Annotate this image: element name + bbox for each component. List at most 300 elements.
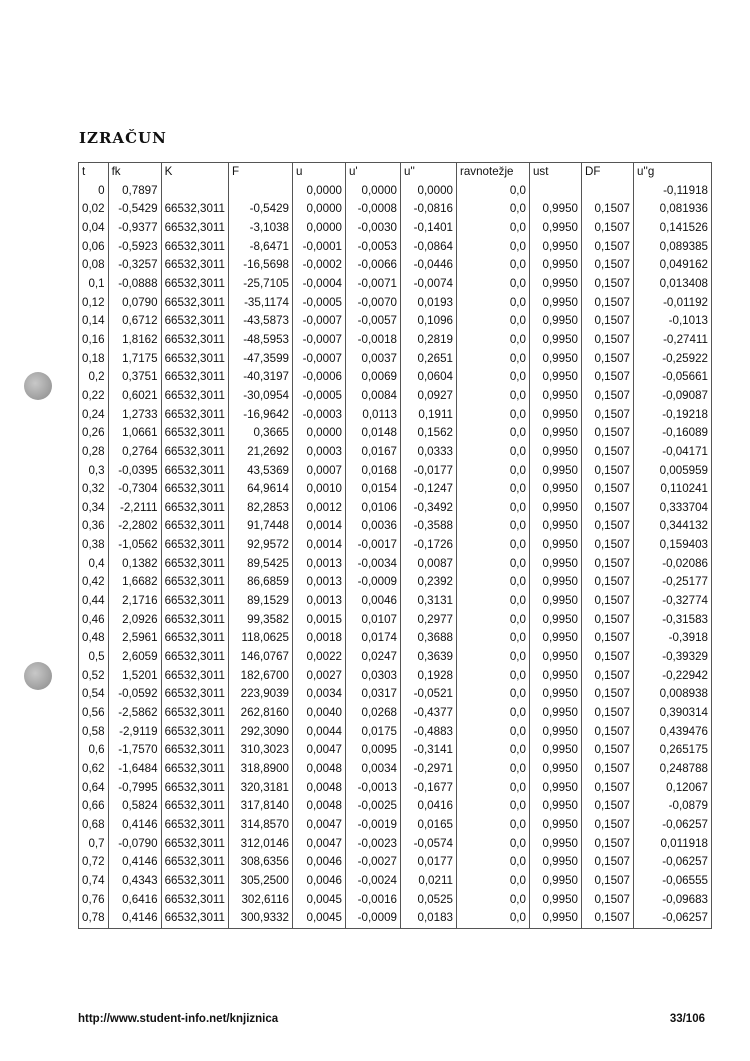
table-cell: 89,1529 (228, 592, 292, 611)
table-cell: 0,1507 (581, 499, 633, 518)
table-cell: 0,28 (79, 443, 109, 462)
table-row (79, 816, 712, 835)
table-cell: 0,18 (79, 350, 109, 369)
table-cell (529, 182, 581, 201)
table-cell: 0,1507 (581, 648, 633, 667)
table-cell: 0,0 (456, 872, 529, 891)
table-cell: -0,1247 (400, 480, 456, 499)
table-cell: -16,5698 (228, 256, 292, 275)
table-cell: -0,1726 (400, 536, 456, 555)
table-cell: 0,0034 (292, 685, 345, 704)
table-cell: 0,1507 (581, 387, 633, 406)
column-header: ust (529, 163, 581, 182)
table-cell: -47,3599 (228, 350, 292, 369)
table-cell: 0,0045 (292, 909, 345, 928)
table-cell: 1,6682 (108, 573, 161, 592)
table-cell: 0,9950 (529, 312, 581, 331)
table-cell: 0,0183 (400, 909, 456, 928)
table-cell: 0,0 (456, 816, 529, 835)
table-cell: 91,7448 (228, 517, 292, 536)
table-cell: 0,38 (79, 536, 109, 555)
table-cell: 0,1507 (581, 704, 633, 723)
table-cell: 0,4146 (108, 853, 161, 872)
table-cell: 0,333704 (633, 499, 711, 518)
table-cell: 0,3131 (400, 592, 456, 611)
table-cell: 0,9950 (529, 835, 581, 854)
table-cell: 0,081936 (633, 200, 711, 219)
table-cell: -0,0009 (345, 573, 400, 592)
table-cell: 0,04 (79, 219, 109, 238)
table-cell: 0,0333 (400, 443, 456, 462)
table-cell: 0,008938 (633, 685, 711, 704)
table-cell: 308,6356 (228, 853, 292, 872)
table-cell: 0,0177 (400, 853, 456, 872)
table-cell: 0,0303 (345, 667, 400, 686)
table-cell: -0,02086 (633, 555, 711, 574)
table-cell: 0,0046 (292, 872, 345, 891)
table-cell: -2,9119 (108, 723, 161, 742)
table-cell: -0,0005 (292, 294, 345, 313)
table-cell: 262,8160 (228, 704, 292, 723)
column-header: t (79, 163, 109, 182)
table-row (79, 219, 712, 238)
table-cell: 0,0193 (400, 294, 456, 313)
table-cell: 0,0010 (292, 480, 345, 499)
table-cell: 0,248788 (633, 760, 711, 779)
table-cell: 0,0 (456, 275, 529, 294)
table-cell: 66532,3011 (161, 891, 228, 910)
table-cell: 0,0048 (292, 760, 345, 779)
table-cell: 292,3090 (228, 723, 292, 742)
table-cell: 86,6859 (228, 573, 292, 592)
table-cell: 0,0247 (345, 648, 400, 667)
table-cell: 0,0 (456, 331, 529, 350)
table-cell: 0,0 (456, 667, 529, 686)
table-row (79, 275, 712, 294)
table-cell: 0,48 (79, 629, 109, 648)
table-cell: 1,7175 (108, 350, 161, 369)
table-cell: -0,0007 (292, 312, 345, 331)
table-cell: 0,06 (79, 238, 109, 257)
table-cell: 0,4 (79, 555, 109, 574)
table-cell: 66532,3011 (161, 424, 228, 443)
table-cell: -0,4377 (400, 704, 456, 723)
table-cell: 0,9950 (529, 200, 581, 219)
table-cell: 0,1507 (581, 760, 633, 779)
table-cell: 118,0625 (228, 629, 292, 648)
table-cell: 0,9950 (529, 368, 581, 387)
table-cell: 0,2819 (400, 331, 456, 350)
table-cell: -40,3197 (228, 368, 292, 387)
table-cell: 1,5201 (108, 667, 161, 686)
table-cell: 0,0 (456, 555, 529, 574)
table-row (79, 499, 712, 518)
table-cell: 1,8162 (108, 331, 161, 350)
table-cell: 66532,3011 (161, 853, 228, 872)
table-cell: -0,06257 (633, 816, 711, 835)
table-cell: -0,0013 (345, 779, 400, 798)
table-cell: 0,1507 (581, 816, 633, 835)
column-header: DF (581, 163, 633, 182)
table-cell: -0,25922 (633, 350, 711, 369)
table-cell: 0,1507 (581, 797, 633, 816)
column-header: u''g (633, 163, 711, 182)
table-cell: 0,0007 (292, 462, 345, 481)
table-cell: 0,0 (456, 406, 529, 425)
table-cell: -0,0016 (345, 891, 400, 910)
table-cell: 0,68 (79, 816, 109, 835)
table-cell: 0,439476 (633, 723, 711, 742)
table-cell: 66532,3011 (161, 779, 228, 798)
table-cell: -0,09087 (633, 387, 711, 406)
table-cell: -25,7105 (228, 275, 292, 294)
table-cell: 66532,3011 (161, 592, 228, 611)
table-cell: 0,9950 (529, 779, 581, 798)
table-cell: 0,0000 (292, 219, 345, 238)
table-cell: 0,64 (79, 779, 109, 798)
table-cell: 0,9950 (529, 256, 581, 275)
table-cell: 312,0146 (228, 835, 292, 854)
table-cell: -0,2971 (400, 760, 456, 779)
table-cell: 0,0 (456, 256, 529, 275)
table-row (79, 685, 712, 704)
table-cell: 66532,3011 (161, 294, 228, 313)
table-cell: 0,0107 (345, 611, 400, 630)
column-header: u'' (400, 163, 456, 182)
table-cell: 0,1096 (400, 312, 456, 331)
table-cell: 0,9950 (529, 275, 581, 294)
table-cell: 0,2764 (108, 443, 161, 462)
table-cell: 1,2733 (108, 406, 161, 425)
table-cell: 0,1507 (581, 723, 633, 742)
table-row (79, 312, 712, 331)
table-cell: 0,1507 (581, 667, 633, 686)
table-cell: -0,32774 (633, 592, 711, 611)
table-cell: 0,9950 (529, 909, 581, 928)
table-cell: 0,1562 (400, 424, 456, 443)
table-cell: 0,3688 (400, 629, 456, 648)
table-cell: 0,1507 (581, 592, 633, 611)
table-cell: 300,9332 (228, 909, 292, 928)
table-cell: -0,0008 (345, 200, 400, 219)
table-cell: 0,1507 (581, 835, 633, 854)
section-title: IZRAČUN (79, 129, 167, 147)
table-cell: -0,25177 (633, 573, 711, 592)
table-cell: -0,9377 (108, 219, 161, 238)
table-cell: 0,390314 (633, 704, 711, 723)
table-cell: 0,0 (456, 760, 529, 779)
table-cell: -0,3257 (108, 256, 161, 275)
table-cell: 0,6 (79, 741, 109, 760)
table-cell: 92,9572 (228, 536, 292, 555)
table-row (79, 517, 712, 536)
table-cell: 0,0015 (292, 611, 345, 630)
table-cell: 0,1507 (581, 443, 633, 462)
table-cell: 0,74 (79, 872, 109, 891)
table-cell: -0,09683 (633, 891, 711, 910)
table-row (79, 462, 712, 481)
table-cell: 0,0018 (292, 629, 345, 648)
table-cell: 0,6712 (108, 312, 161, 331)
table-cell: 0,0 (456, 704, 529, 723)
table-row (79, 704, 712, 723)
table-cell: 0,0 (456, 480, 529, 499)
table-cell: -0,0057 (345, 312, 400, 331)
table-cell: -0,0030 (345, 219, 400, 238)
table-cell: 0,9950 (529, 816, 581, 835)
table-cell: -0,0004 (292, 275, 345, 294)
table-row (79, 443, 712, 462)
table-cell: 0,9950 (529, 741, 581, 760)
table-cell: 0,0 (456, 779, 529, 798)
table-cell: 0,0 (456, 499, 529, 518)
table-cell: -0,5923 (108, 238, 161, 257)
table-cell: 0,0003 (292, 443, 345, 462)
table-cell: 0,0034 (345, 760, 400, 779)
table-cell: 0,9950 (529, 592, 581, 611)
table-cell: 305,2500 (228, 872, 292, 891)
table-cell: -0,0009 (345, 909, 400, 928)
table-cell: 0,4146 (108, 816, 161, 835)
punch-hole (24, 662, 52, 690)
table-cell: 66532,3011 (161, 256, 228, 275)
table-cell: 0,0087 (400, 555, 456, 574)
table-cell: 66532,3011 (161, 443, 228, 462)
table-cell: 0,0047 (292, 835, 345, 854)
table-cell: 0,1507 (581, 779, 633, 798)
table-row (79, 406, 712, 425)
table-cell: 66532,3011 (161, 406, 228, 425)
table-cell: 0,0 (456, 368, 529, 387)
table-cell: 0,0012 (292, 499, 345, 518)
table-cell: 0,1507 (581, 256, 633, 275)
column-header: u (292, 163, 345, 182)
table-cell: 0,1928 (400, 667, 456, 686)
table-cell: 66532,3011 (161, 611, 228, 630)
table-cell: 0,0148 (345, 424, 400, 443)
table-cell: 0,9950 (529, 536, 581, 555)
table-cell: 66532,3011 (161, 312, 228, 331)
table-cell: 66532,3011 (161, 480, 228, 499)
table-cell: 0,1507 (581, 462, 633, 481)
table-row (79, 891, 712, 910)
table-cell: -0,0019 (345, 816, 400, 835)
table-cell: 0,0 (456, 387, 529, 406)
table-cell: 0,1507 (581, 872, 633, 891)
table-cell: 0,0 (456, 741, 529, 760)
table-cell: 0,9950 (529, 685, 581, 704)
table-cell: 318,8900 (228, 760, 292, 779)
table-cell: 66532,3011 (161, 648, 228, 667)
table-cell: 0,1507 (581, 424, 633, 443)
table-cell: 0,1507 (581, 200, 633, 219)
table-cell: -0,0879 (633, 797, 711, 816)
table-cell: 0,0113 (345, 406, 400, 425)
table-cell: 66532,3011 (161, 797, 228, 816)
table-cell: 0,44 (79, 592, 109, 611)
table-cell: 0,0 (456, 182, 529, 201)
table-cell: 0,0927 (400, 387, 456, 406)
table-cell: -35,1174 (228, 294, 292, 313)
table-cell: 0,56 (79, 704, 109, 723)
table-cell: -0,1401 (400, 219, 456, 238)
table-cell: 0,0 (456, 462, 529, 481)
table-cell: 0,159403 (633, 536, 711, 555)
table-cell: 0,005959 (633, 462, 711, 481)
table-cell: 64,9614 (228, 480, 292, 499)
table-cell: -0,06257 (633, 909, 711, 928)
table-cell: 66532,3011 (161, 200, 228, 219)
table-row (79, 629, 712, 648)
table-cell: 0,0045 (292, 891, 345, 910)
table-cell: 0,0 (456, 200, 529, 219)
table-cell: 0,22 (79, 387, 109, 406)
table-cell: -0,0888 (108, 275, 161, 294)
table-cell: -0,0790 (108, 835, 161, 854)
table-cell: 0,0037 (345, 350, 400, 369)
table-cell: 66532,3011 (161, 723, 228, 742)
table-cell: 0,72 (79, 853, 109, 872)
table-cell: 0,1507 (581, 611, 633, 630)
table-row (79, 779, 712, 798)
table-cell: -0,04171 (633, 443, 711, 462)
table-cell: -0,0025 (345, 797, 400, 816)
table-cell: 0,1 (79, 275, 109, 294)
table-cell: 0,0084 (345, 387, 400, 406)
table-cell: 0,0168 (345, 462, 400, 481)
table-cell: -0,0066 (345, 256, 400, 275)
table-cell: 0,0 (456, 835, 529, 854)
table-cell: 0,1507 (581, 350, 633, 369)
table-cell: 66532,3011 (161, 219, 228, 238)
table-cell: 0,9950 (529, 797, 581, 816)
table-cell: 66532,3011 (161, 816, 228, 835)
table-cell: 66532,3011 (161, 517, 228, 536)
table-cell: -0,3492 (400, 499, 456, 518)
table-cell: 66532,3011 (161, 331, 228, 350)
table-cell: 0,9950 (529, 219, 581, 238)
table-cell: 0,0013 (292, 592, 345, 611)
table-cell: -0,0007 (292, 331, 345, 350)
table-cell: -0,01192 (633, 294, 711, 313)
table-row (79, 797, 712, 816)
table-cell: 0,0000 (292, 182, 345, 201)
table-cell: 0,0000 (400, 182, 456, 201)
table-cell: 0,0069 (345, 368, 400, 387)
table-cell: -0,16089 (633, 424, 711, 443)
table-cell: 1,0661 (108, 424, 161, 443)
table-cell: 0,1507 (581, 891, 633, 910)
table-cell: -0,05661 (633, 368, 711, 387)
table-cell: 66532,3011 (161, 741, 228, 760)
table-cell: 0,0416 (400, 797, 456, 816)
table-cell: 0,0 (456, 424, 529, 443)
table-cell: -0,0027 (345, 853, 400, 872)
table-cell: 0,011918 (633, 835, 711, 854)
calculation-table (78, 162, 712, 929)
table-cell: 0,1507 (581, 909, 633, 928)
table-cell: 0,0048 (292, 779, 345, 798)
table-cell: 310,3023 (228, 741, 292, 760)
footer-url[interactable]: http://www.student-info.net/knjiznica (78, 1013, 279, 1025)
table-cell: 0,0167 (345, 443, 400, 462)
table-cell: 0,0000 (292, 424, 345, 443)
table-cell: -1,7570 (108, 741, 161, 760)
table-cell: -0,0006 (292, 368, 345, 387)
table-cell: 0,089385 (633, 238, 711, 257)
table-cell: -0,0053 (345, 238, 400, 257)
table-cell: 0,0106 (345, 499, 400, 518)
table-cell: -0,0446 (400, 256, 456, 275)
table-cell: 0,42 (79, 573, 109, 592)
table-cell: 0,0040 (292, 704, 345, 723)
table-row (79, 331, 712, 350)
table-cell: 320,3181 (228, 779, 292, 798)
table-cell: 0,1507 (581, 312, 633, 331)
table-cell: 0,049162 (633, 256, 711, 275)
table-cell: 0,9950 (529, 462, 581, 481)
table-cell: 0,0014 (292, 517, 345, 536)
punch-hole (24, 372, 52, 400)
table-cell: 21,2692 (228, 443, 292, 462)
table-cell: -0,0005 (292, 387, 345, 406)
table-cell: 0,0165 (400, 816, 456, 835)
table-cell: 0,0 (456, 294, 529, 313)
table-cell: -0,5429 (228, 200, 292, 219)
table-cell: 0,0000 (345, 182, 400, 201)
table-cell: 66532,3011 (161, 368, 228, 387)
table-cell: -48,5953 (228, 331, 292, 350)
table-cell: 0,0 (456, 611, 529, 630)
table-cell: -0,7995 (108, 779, 161, 798)
table-cell: -0,0070 (345, 294, 400, 313)
table-cell: 0,0 (456, 350, 529, 369)
table-cell: 0,2651 (400, 350, 456, 369)
table-cell: 0,34 (79, 499, 109, 518)
table-cell (228, 182, 292, 201)
table-cell: 0,9950 (529, 891, 581, 910)
table-cell: 0,1507 (581, 238, 633, 257)
table-cell: 0,9950 (529, 704, 581, 723)
table-cell: 66532,3011 (161, 760, 228, 779)
table-cell: 0,76 (79, 891, 109, 910)
table-cell: 0,1507 (581, 368, 633, 387)
table-cell: 0,1507 (581, 275, 633, 294)
table-cell: 0,0 (456, 797, 529, 816)
table-cell: -0,0007 (292, 350, 345, 369)
table-cell: -0,0001 (292, 238, 345, 257)
table-cell: 0,0047 (292, 816, 345, 835)
table-row (79, 853, 712, 872)
table-row (79, 294, 712, 313)
table-cell: 0,54 (79, 685, 109, 704)
table-row (79, 200, 712, 219)
table-cell: 0,52 (79, 667, 109, 686)
table-cell: 0,9950 (529, 611, 581, 630)
table-cell: 0,0022 (292, 648, 345, 667)
table-cell: 0,0211 (400, 872, 456, 891)
table-cell: 0,9950 (529, 648, 581, 667)
table-cell: 0,0 (456, 592, 529, 611)
table-cell: -30,0954 (228, 387, 292, 406)
table-row (79, 573, 712, 592)
table-row (79, 536, 712, 555)
table-row (79, 667, 712, 686)
table-cell: 0,0604 (400, 368, 456, 387)
table-cell: 0,3665 (228, 424, 292, 443)
table-cell: 0,141526 (633, 219, 711, 238)
table-cell: 0,32 (79, 480, 109, 499)
